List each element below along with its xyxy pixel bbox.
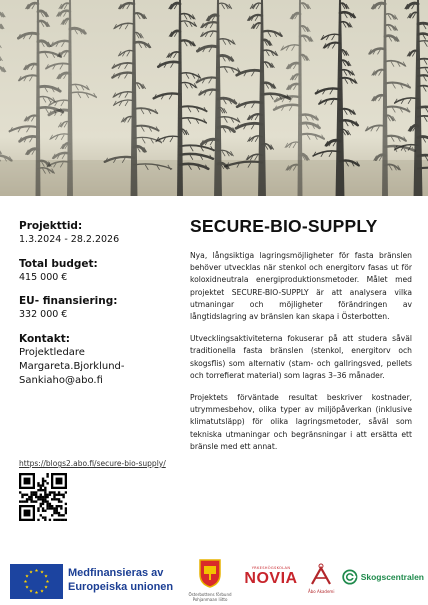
project-info: [19, 219, 179, 398]
novia-logo: [244, 566, 298, 587]
contact: [19, 332, 179, 388]
osterbotten-caption-1: Österbottens förbund: [188, 592, 232, 597]
skogscentralen-name: Skogscentralen: [360, 572, 424, 582]
total-budget-value: 415 000 €: [19, 271, 68, 283]
forest-image: [0, 0, 428, 196]
project-time-value: 1.3.2024 - 28.2.2026: [19, 234, 120, 245]
osterbotten-caption-2: Pohjanmaan liitto: [192, 597, 228, 602]
project-blog-link[interactable]: https://blogs2.abo.fi/secure-bio-supply/: [19, 459, 166, 468]
contact-role: Projektledare: [19, 346, 85, 358]
paragraph-results: Projektets förväntade resultat beskriver kostnader, utrymmesbehov, olika typer av miljöpåverkan (inklusive klimatutsläpp) för olika lagringsmetoder, såväl som tekniska utmaningar och begränsningar i att ersätta ett bränsle med ett annat.: [190, 393, 412, 451]
main-content: [190, 216, 412, 463]
contact-email-part2[interactable]: Sankiaho@abo.fi: [19, 374, 103, 386]
eu-financing: [19, 294, 179, 322]
footer-logos: [0, 555, 428, 605]
paragraph-intro: Nya, långsiktiga lagringsmöjligheter för fasta bränslen behöver utvecklas när stenkol och energitorv fasas ut för koloxidneutrala energiproduktionsmetoder. Målet med projektet SECURE-BIO-SUPPLY är att analysera vilka utmaningar och möjligheter förändringen av långtidslagring av bränslen kan skapa i Österbotten.: [190, 251, 412, 322]
eu-cofinanced-text: [68, 566, 173, 594]
abo-akademi-caption: Åbo Akademi: [308, 589, 335, 594]
osterbotten-crest-icon: [188, 558, 232, 588]
contact-label: Kontakt:: [19, 332, 70, 345]
novia-small-text: YRKESHÖGSKOLAN: [251, 566, 291, 570]
contact-email-part1[interactable]: Margareta.Bjorklund-: [19, 360, 125, 372]
eu-financing-label: EU- finansiering:: [19, 295, 118, 307]
abo-akademi-logo-icon: [308, 563, 334, 585]
total-budget: [19, 257, 179, 285]
project-time: [19, 219, 179, 247]
total-budget-label: Total budget:: [19, 257, 98, 270]
page-title: SECURE-BIO-SUPPLY: [190, 216, 378, 236]
eu-financing-value: 332 000 €: [19, 309, 68, 320]
qr-code-icon[interactable]: [19, 473, 67, 521]
skogscentralen-logo: [342, 567, 424, 587]
novia-name: NOVIA: [244, 570, 298, 587]
eu-text-line2: Europeiska unionen: [68, 581, 174, 593]
osterbotten-logo: [188, 558, 232, 602]
project-time-label: Projekttid:: [19, 220, 83, 232]
skogscentralen-logo-icon: [342, 567, 358, 587]
abo-akademi-logo: [308, 563, 334, 594]
eu-text-line1: Medfinansieras av: [68, 567, 164, 579]
paragraph-activities: Utvecklingsaktiviteterna fokuserar på att studera såväl traditionella fasta bränslen (stenkol, energitorv och skogsflis) som alternativ (stam- och gallringsved, pellets och torrefierat material) som lagras 3–36 månader.: [190, 334, 412, 380]
eu-flag-icon: [10, 564, 63, 599]
